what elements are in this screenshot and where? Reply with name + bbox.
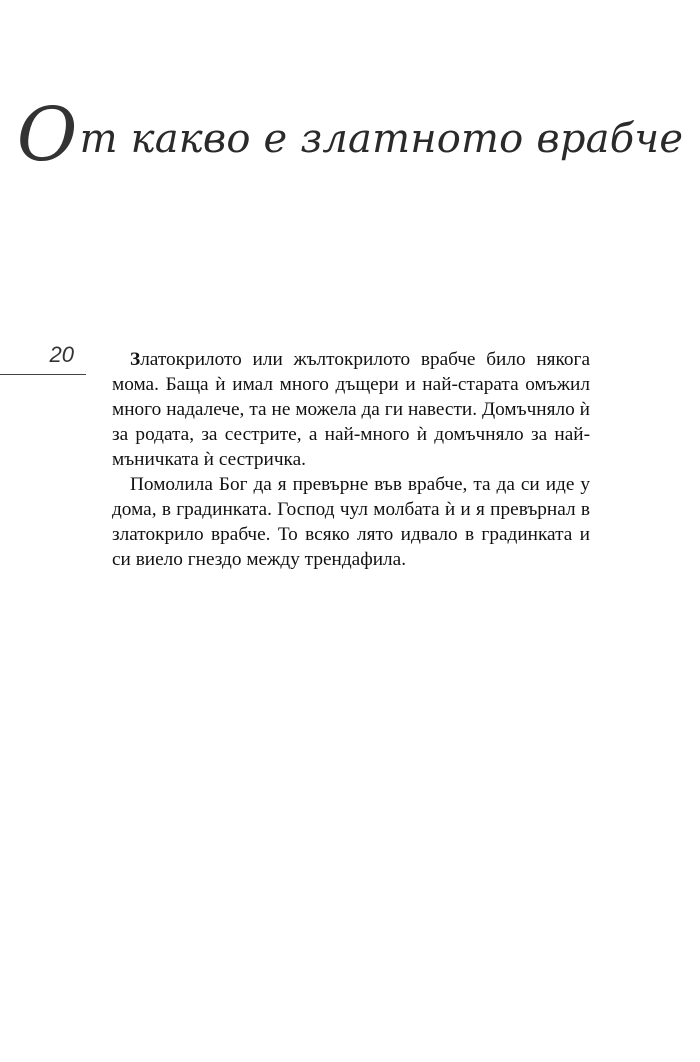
paragraph-1-text: латокрилото или жълтокрилото врабче било някога мома. Баща ѝ имал много дъщери и най-старата омъжил много надалече, та не можела да ги навести. Домъчняло ѝ за родата, за сестрите, а най-много ѝ домъчняло за най-мъничката ѝ сестричка. [112, 349, 590, 470]
page-number: 20 [49, 342, 74, 367]
title-initial: О [16, 92, 78, 178]
story-body [112, 347, 590, 572]
paragraph-2: Помолила Бог да я превърне във врабче, та да си иде у дома, в градинката. Господ чул молбата ѝ и я превърнал в златокрило врабче. То всяко лято идвало в градинката и си виело гнездо между трендафила. [112, 474, 590, 570]
title-text: т какво е златното врабче [79, 116, 684, 162]
paragraph-1 [112, 347, 590, 472]
paragraph-lead-letter: З [130, 349, 141, 370]
chapter-title [0, 92, 700, 178]
page-number-rule [0, 374, 86, 375]
